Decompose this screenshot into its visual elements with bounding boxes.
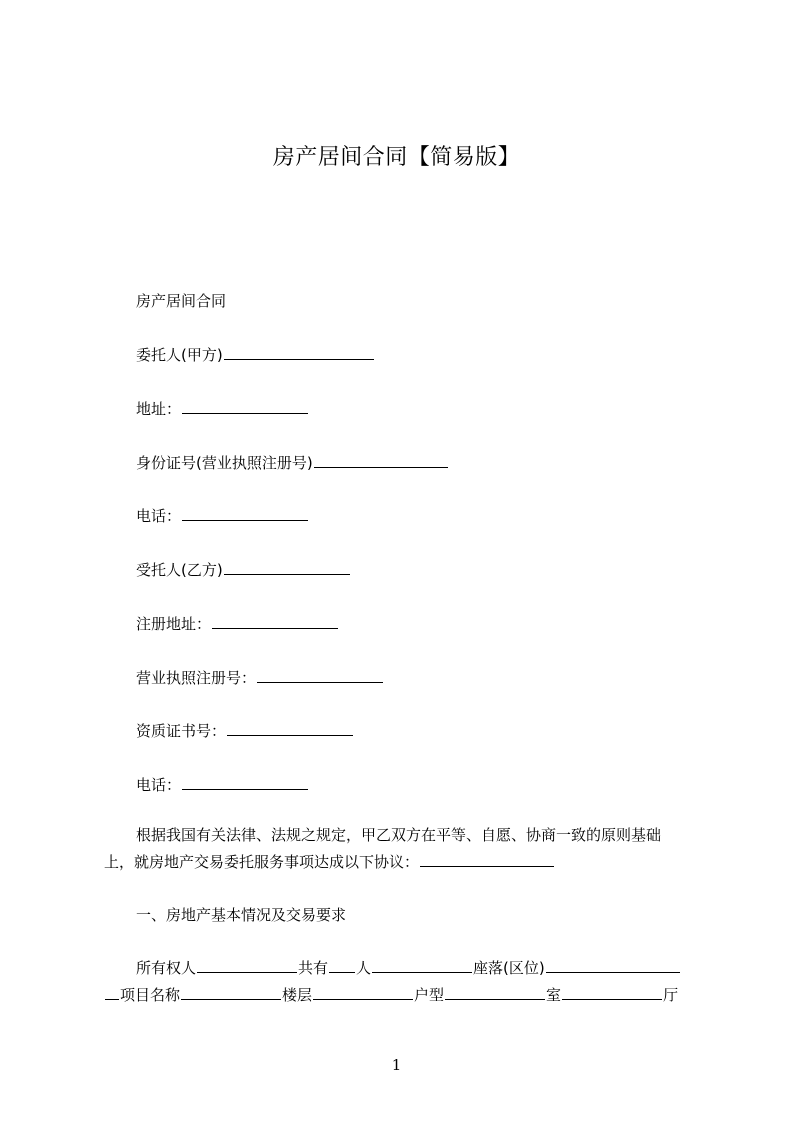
license-no-field-row bbox=[136, 667, 384, 688]
agent-field-row bbox=[136, 559, 351, 580]
agent-label: 受托人(乙方) bbox=[136, 561, 223, 579]
qualification-no-label: 资质证书号： bbox=[136, 722, 227, 740]
phone2-field-row bbox=[136, 774, 309, 795]
room-label: 室 bbox=[546, 986, 562, 1004]
document-title: 房产居间合同【简易版】 bbox=[272, 145, 521, 170]
phone1-blank[interactable] bbox=[182, 505, 308, 521]
phone2-blank[interactable] bbox=[182, 774, 308, 790]
reg-address-field-row bbox=[136, 613, 339, 634]
total-blank[interactable] bbox=[329, 957, 355, 973]
hall-label: 厅 bbox=[663, 986, 679, 1004]
reg-address-label: 注册地址： bbox=[136, 615, 212, 633]
intro-line1: 根据我国有关法律、法规之规定，甲乙双方在平等、自愿、协商一致的原则基础 bbox=[136, 826, 662, 844]
intro-line2: 上，就房地产交易委托服务事项达成以下协议： bbox=[104, 853, 420, 871]
project-label: 项目名称 bbox=[120, 986, 181, 1004]
floor-blank[interactable] bbox=[313, 984, 413, 1000]
location-blank[interactable] bbox=[546, 957, 680, 973]
layout-label: 户型 bbox=[414, 986, 445, 1004]
layout-blank[interactable] bbox=[445, 984, 545, 1000]
address-blank[interactable] bbox=[182, 398, 308, 414]
id-number-blank[interactable] bbox=[314, 452, 448, 468]
location-blank-cont[interactable] bbox=[105, 984, 119, 1000]
qualification-no-field-row bbox=[136, 720, 354, 741]
client-blank[interactable] bbox=[224, 344, 374, 360]
reg-address-blank[interactable] bbox=[212, 613, 338, 629]
license-no-blank[interactable] bbox=[257, 667, 383, 683]
client-label: 委托人(甲方) bbox=[136, 346, 223, 364]
phone2-label: 电话： bbox=[136, 776, 182, 794]
address-label: 地址： bbox=[136, 400, 182, 418]
id-number-label: 身份证号(营业执照注册号) bbox=[136, 454, 313, 472]
address-field-row bbox=[136, 398, 309, 419]
id-number-field-row bbox=[136, 452, 449, 473]
owner-blank[interactable] bbox=[197, 957, 297, 973]
project-blank[interactable] bbox=[181, 984, 281, 1000]
page-number: 1 bbox=[391, 1056, 402, 1074]
floor-label: 楼层 bbox=[282, 986, 313, 1004]
location-label: 座落(区位) bbox=[473, 959, 545, 977]
phone1-field-row bbox=[136, 505, 309, 526]
agent-blank[interactable] bbox=[224, 559, 350, 575]
intro-blank[interactable] bbox=[420, 851, 554, 867]
doc-heading: 房产居间合同 bbox=[136, 292, 227, 310]
total-label: 共有 bbox=[298, 959, 329, 977]
qualification-no-blank[interactable] bbox=[227, 720, 353, 736]
property-paragraph bbox=[104, 955, 704, 1009]
section1-heading: 一、房地产基本情况及交易要求 bbox=[136, 906, 347, 924]
phone1-label: 电话： bbox=[136, 507, 182, 525]
persons-blank[interactable] bbox=[372, 957, 472, 973]
owner-label: 所有权人 bbox=[136, 959, 197, 977]
persons-label: 人 bbox=[356, 959, 372, 977]
client-field-row bbox=[136, 344, 375, 365]
room-blank[interactable] bbox=[562, 984, 662, 1000]
intro-paragraph bbox=[104, 822, 704, 876]
license-no-label: 营业执照注册号： bbox=[136, 669, 257, 687]
